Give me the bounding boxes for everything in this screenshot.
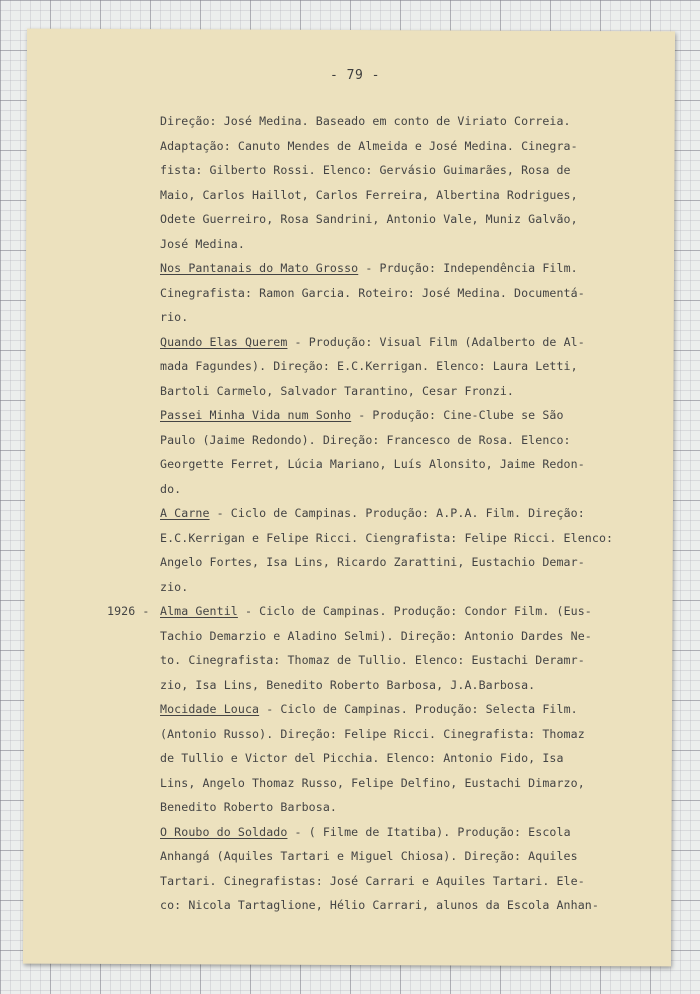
text-line: Anhangá (Aquiles Tartari e Miguel Chiosa). Direção: Aquiles — [160, 849, 578, 863]
film-title: Nos Pantanais do Mato Grosso — [160, 261, 359, 275]
film-entry-line: O Roubo do Soldado - ( Filme de Itatiba). Produção: Escola — [160, 824, 571, 839]
text-line: Georgette Ferret, Lúcia Mariano, Luís Alonsito, Jaime Redon- — [160, 457, 585, 471]
page-number: - 79 - — [330, 68, 380, 83]
film-title: Mocidade Louca — [160, 702, 260, 716]
text-line: zio, Isa Lins, Benedito Roberto Barbosa, J.A.Barbosa. — [160, 677, 536, 692]
film-entry-line: Passei Minha Vida num Sonho - Produção: Cine-Clube se São — [160, 408, 564, 422]
film-title: Alma Gentil — [160, 604, 238, 618]
text-line: to. Cinegrafista: Thomaz de Tullio. Elenco: Eustachi Deramr- — [160, 653, 585, 667]
text-line: Paulo (Jaime Redondo). Direção: Francesco de Rosa. Elenco: — [160, 432, 571, 447]
text-line: José Medina. — [160, 236, 245, 251]
text-line: zio. — [160, 579, 189, 594]
film-title: O Roubo do Soldado — [160, 824, 288, 839]
text-line: Tartari. Cinegrafistas: José Carrari e Aquiles Tartari. Ele- — [160, 873, 585, 888]
film-entry-line: Nos Pantanais do Mato Grosso - Prdução: Independência Film. — [160, 261, 578, 275]
text-line: Cinegrafista: Ramon Garcia. Roteiro: José Medina. Documentá- — [160, 285, 585, 300]
text-line: Lins, Angelo Thomaz Russo, Felipe Delfino, Eustachi Dimarzo, — [160, 775, 585, 790]
text-line: Odete Guerreiro, Rosa Sandrini, Antonio Vale, Muniz Galvão, — [160, 212, 578, 226]
text-line: (Antonio Russo). Direção: Felipe Ricci. Cinegrafista: Thomaz — [160, 726, 585, 741]
film-list-text — [107, 109, 660, 918]
year-label: 1926 - — [107, 604, 150, 618]
film-entry-line: Quando Elas Querem - Produção: Visual Film (Adalberto de Al- — [160, 334, 585, 349]
text-line: Adaptação: Canuto Mendes de Almeida e José Medina. Cinegra- — [160, 138, 578, 153]
text-line: de Tullio e Victor del Picchia. Elenco: Antonio Fido, Isa — [160, 751, 564, 765]
film-title: Passei Minha Vida num Sonho — [160, 408, 352, 422]
text-line: mada Fagundes). Direção: E.C.Kerrigan. Elenco: Laura Letti, — [160, 359, 578, 373]
film-entry-line: A Carne - Ciclo de Campinas. Produção: A.P.A. Film. Direção: — [160, 506, 585, 520]
film-entry-line: 1926 - Alma Gentil - Ciclo de Campinas. Produção: Condor Film. (Eus- — [160, 599, 660, 624]
text-line: Angelo Fortes, Isa Lins, Ricardo Zarattini, Eustachio Demar- — [160, 555, 585, 569]
text-line: co: Nicola Tartaglione, Hélio Carrari, alunos da Escola Anhan- — [160, 898, 599, 912]
text-line: fista: Gilberto Rossi. Elenco: Gervásio Guimarães, Rosa de — [160, 163, 571, 177]
text-line: Maio, Carlos Haillot, Carlos Ferreira, Albertina Rodrigues, — [160, 187, 578, 202]
text-line: Direção: José Medina. Baseado em conto de Viriato Correia. — [160, 114, 571, 128]
text-line: do. — [160, 481, 182, 496]
text-line: Tachio Demarzio e Aladino Selmi). Direção: Antonio Dardes Ne- — [160, 628, 592, 643]
text-line: Benedito Roberto Barbosa. — [160, 800, 338, 814]
text-line: Bartoli Carmelo, Salvador Tarantino, Cesar Fronzi. — [160, 383, 515, 398]
text-line: E.C.Kerrigan e Felipe Ricci. Ciengrafista: Felipe Ricci. Elenco: — [160, 530, 614, 545]
film-title: A Carne — [160, 506, 210, 520]
text-line: rio. — [160, 310, 189, 324]
film-title: Quando Elas Querem — [160, 334, 288, 349]
film-entry-line: Mocidade Louca - Ciclo de Campinas. Produção: Selecta Film. — [160, 702, 578, 716]
